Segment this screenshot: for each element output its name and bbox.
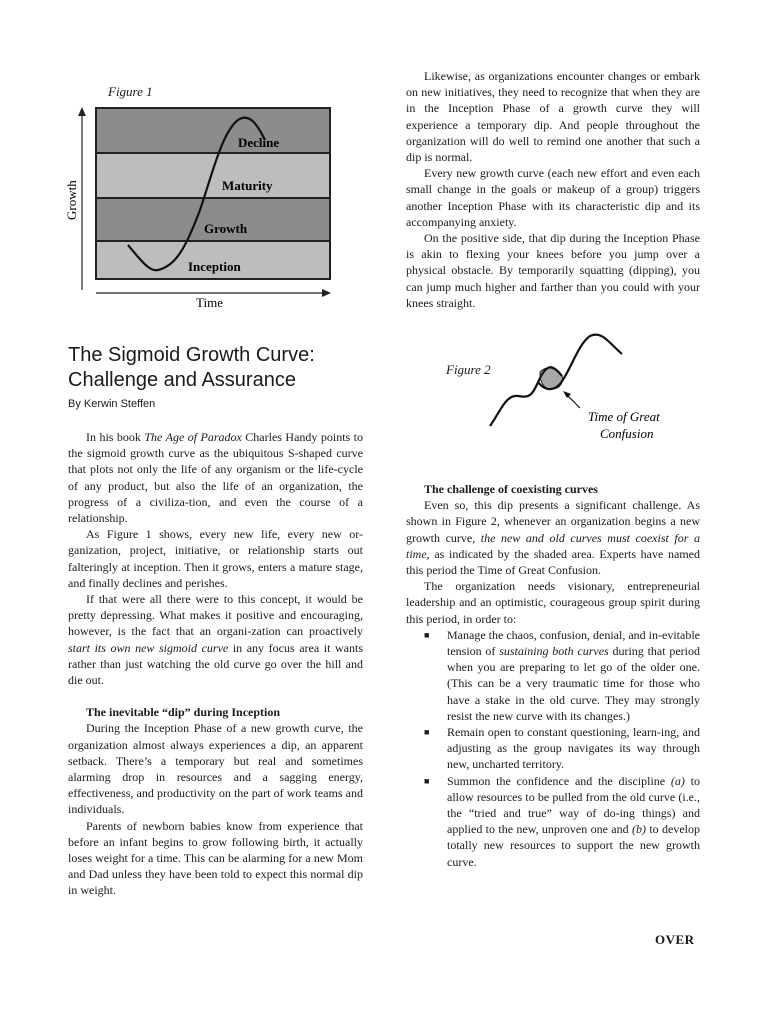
y-axis-arrow-icon — [78, 107, 86, 116]
x-axis-arrow-icon — [322, 289, 331, 297]
paragraph: Parents of newborn babies know from experience that before an infant begins to grow following birth, it actually loses weight for a time. This can be alarming for a new Mom and Dad unless they have been told to expect this normal dip in weight. — [68, 818, 363, 898]
figure-2-caption: Figure 2 — [446, 362, 491, 377]
paragraph: As Figure 1 shows, every new life, every new or-ganization, project, initiative, or relationship starts out falteringly at inception. Then it grows, enters a mature stage, and finally declines and perishes. — [68, 527, 363, 590]
label-decline: Decline — [238, 135, 280, 150]
y-axis-label: Growth — [64, 180, 79, 220]
label-growth: Growth — [204, 221, 248, 236]
title-line-2: Challenge and Assurance — [68, 369, 296, 391]
label-inception: Inception — [188, 259, 241, 274]
paragraph: The organization needs visionary, entrepreneurial leadership and an optimistic, courageous group spirit during this period, in order to: — [406, 579, 700, 626]
bullet-icon: ■ — [424, 775, 430, 786]
figure-1-graph — [60, 80, 350, 320]
list-item: ■ Summon the confidence and the discipline (a) to allow resources to be pulled from the old curve (i.e., the “tried and true” way of do-ing things) and applied to the new, unproven one and (b) to develop totally new resources to support the new growth curve. — [424, 773, 700, 869]
section-heading-challenge: The challenge of coexisting curves — [424, 482, 598, 496]
list-item: ■ Manage the chaos, confusion, denial, and in-evitable tension of sustaining both curves during that period when you are preparing to let go of the older one. (This can be a very traumatic time for those who have a stake in the old curve. They may strongly resist the new curve with its changes.) — [424, 627, 700, 723]
right-column-top — [406, 68, 700, 311]
figure-2-graph — [440, 326, 700, 451]
label-maturity: Maturity — [222, 178, 273, 193]
paragraph: Every new growth curve (each new effort and even each small change in the goals or makeup of a group) triggers another Inception Phase with its characteristic dip and its accompanying anxiety. — [406, 166, 700, 229]
paragraph: On the positive side, that dip during the Inception Phase is akin to flexing your knees before you jump over a physical obstacle. By temporarily squatting (dipping), you can jump much higher and farther than you could with your knees straight. — [406, 231, 700, 310]
band-decline — [96, 108, 330, 153]
figure-2 — [440, 326, 700, 451]
article-title — [68, 343, 368, 393]
title-line-1: The Sigmoid Growth Curve: — [68, 344, 315, 366]
pointer-arrow-icon — [563, 391, 571, 398]
x-axis-label: Time — [196, 295, 223, 310]
bullet-icon: ■ — [424, 629, 430, 640]
right-column-bottom — [406, 481, 700, 870]
bullet-icon: ■ — [424, 727, 430, 738]
left-column — [68, 429, 363, 899]
list-item: ■ Remain open to constant questioning, learn-ing, and adjusting as the group navigates its way through new, uncharted territory. — [424, 725, 700, 772]
section-heading-dip: The inevitable “dip” during Inception — [86, 705, 281, 720]
paragraph: In his book The Age of Paradox Charles Handy points to the sigmoid growth curve as the ubiquitous S-shaped curve that plots not only the life of any organism or the life-cycle of any product, but also the life of an organization, the progress of a civiliza-tion, and even the course of a relationship. — [68, 430, 363, 526]
figure-1-caption: Figure 1 — [108, 84, 153, 99]
paragraph: During the Inception Phase of a new growth curve, the organization almost always experiences a dip, an apparent setback. There’s a temporary but real and sometimes alarming drop in resources and a sagging energy, effectiveness, and productivity on the part of work teams and individuals. — [68, 721, 363, 817]
paragraph: If that were all there were to this concept, it would be pretty depressing. What makes it positive and encouraging, however, is the fact that an organi-zation can proactively start its own new sigmoid curve in any focus area it wants rather than just watching the old curve go over the hill and die out. — [68, 592, 363, 688]
byline: By Kerwin Steffen — [68, 398, 156, 410]
bullet-list — [406, 627, 700, 870]
band-maturity — [96, 153, 330, 198]
annotation-line-1: Time of Great — [588, 409, 660, 424]
paragraph: Even so, this dip presents a significant challenge. As shown in Figure 2, whenever an organization begins a new growth curve, the new and old curves must coexist for a time, as indicated by the shaded area. Experts have named this period the Time of Great Confusion. — [406, 498, 700, 578]
over-label: OVER — [655, 932, 695, 947]
paragraph: Likewise, as organizations encounter changes or embark on new initiatives, they need to recognize that when they are in the Inception Phase of a growth curve they will experience a temporary dip. And people throughout the organization will do well to remind one another that such a dip is normal. — [406, 69, 700, 165]
annotation-line-2: Confusion — [600, 426, 654, 441]
figure-1 — [60, 80, 350, 320]
